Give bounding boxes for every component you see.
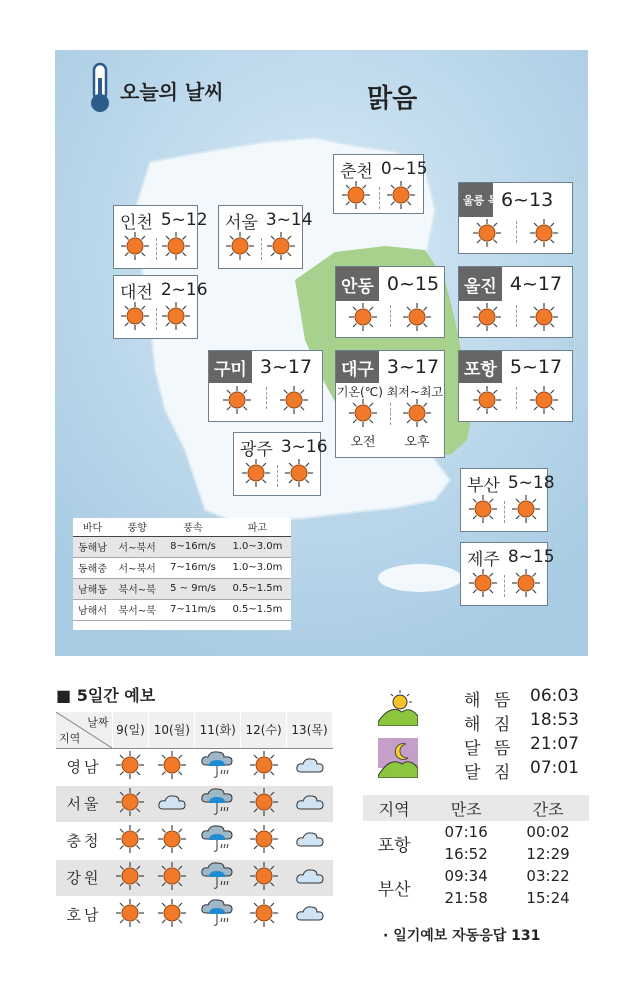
thermometer-icon <box>85 62 115 114</box>
sea-cell: 동해중 <box>73 557 112 578</box>
tide-header: 지역 <box>363 795 425 821</box>
city-name: 제주 <box>467 549 500 570</box>
sun-icon <box>112 859 149 896</box>
city-temp-range: 5~17 <box>509 356 563 378</box>
sun-icon-pm <box>279 385 309 419</box>
sea-cell: 0.5~1.5m <box>224 599 291 620</box>
sea-cell: 0.5~1.5m <box>224 578 291 599</box>
cloud-icon <box>287 748 333 785</box>
city-temp-range: 5~18 <box>507 473 555 493</box>
city-temp-range: 0~15 <box>380 159 428 179</box>
sun-icon <box>112 748 149 785</box>
sun-icon-am <box>241 458 271 492</box>
sea-cell: 동해남 <box>73 536 112 557</box>
corner-date-label: 날짜 <box>87 716 109 729</box>
tide-header: 만조 <box>425 795 507 821</box>
tide-low: 00:02 <box>526 823 570 841</box>
sunset-label: 해 짐 <box>464 715 515 735</box>
tide-place: 포항 <box>377 835 411 856</box>
sun-icon-pm <box>511 494 541 528</box>
sea-cell: 1.0~3.0m <box>224 536 291 557</box>
tide-low: 03:22 <box>526 867 570 885</box>
corner-region-label: 지역 <box>59 731 81 745</box>
weather-map-panel <box>55 50 588 656</box>
city-name: 대구 <box>336 351 379 383</box>
sunrise-row <box>378 686 590 710</box>
sun-pair <box>334 183 423 211</box>
sun-icon <box>149 859 195 896</box>
sun-icon-am <box>341 180 371 214</box>
rain-icon <box>195 748 241 785</box>
forecast-row <box>56 859 333 896</box>
phone-service: · 일기예보 자동응답 131 <box>383 928 541 944</box>
sun-icon-pm <box>511 568 541 602</box>
city-box-pohang <box>458 350 573 422</box>
sun-icon <box>149 748 195 785</box>
city-name: 포항 <box>459 351 502 383</box>
sea-header: 풍속 <box>162 518 224 536</box>
sun-icon <box>112 896 149 933</box>
tide-high: 21:58 <box>444 889 488 907</box>
city-box-uljin <box>458 266 573 338</box>
city-box-gumi <box>208 350 323 422</box>
moonrise-label: 달 뜸 <box>464 739 515 759</box>
sea-cell: 남해서 <box>73 599 112 620</box>
sun-icon <box>241 822 287 859</box>
sun-icon-pm <box>161 231 191 265</box>
forecast-day-header: 11(화) <box>195 712 241 748</box>
forecast-corner <box>56 712 112 748</box>
moonrise-row <box>378 734 590 758</box>
sea-cell: 북서~북 <box>112 578 162 599</box>
city-temp-range: 2~16 <box>160 280 208 300</box>
city-temp-range: 3~14 <box>265 210 313 230</box>
cloud-icon <box>287 859 333 896</box>
sea-conditions-table <box>73 518 291 630</box>
sun-icon-pm <box>529 385 559 419</box>
city-name: 서울 <box>225 212 258 233</box>
sea-cell: 1.0~3.0m <box>224 557 291 578</box>
sea-row <box>73 578 291 599</box>
sea-cell: 8~16m/s <box>162 536 224 557</box>
sun-icon-am <box>120 231 150 265</box>
city-box-incheon <box>113 205 208 269</box>
sea-cell: 7~16m/s <box>162 557 224 578</box>
forecast-day-header: 13(목) <box>287 712 333 748</box>
forecast-row <box>56 748 333 785</box>
sun-icon <box>149 822 195 859</box>
sun-icon-pm <box>529 218 559 252</box>
sea-cell: 5 ~ 9m/s <box>162 578 224 599</box>
city-box-daegu <box>335 350 445 458</box>
tide-table <box>363 795 589 909</box>
city-box-jeju <box>460 542 555 606</box>
legend-pm: 오후 <box>404 435 430 450</box>
weather-status: 맑음 <box>367 84 418 114</box>
city-box-ulleung <box>458 182 573 254</box>
sun-icon <box>241 785 287 822</box>
tide-high: 07:16 <box>444 823 488 841</box>
sun-icon-pm <box>266 231 296 265</box>
sun-icon-am <box>120 301 150 335</box>
rain-icon <box>195 859 241 896</box>
rain-icon <box>195 896 241 933</box>
cloud-icon <box>287 785 333 822</box>
sun-icon <box>149 896 195 933</box>
sun-moon-times <box>378 686 590 782</box>
sea-cell: 서~북서 <box>112 557 162 578</box>
rain-icon <box>195 785 241 822</box>
sun-icon <box>112 822 149 859</box>
city-temp-range: 8~15 <box>507 547 555 567</box>
sun-icon-pm <box>402 398 432 432</box>
cloud-icon <box>149 785 195 822</box>
city-name: 안동 <box>336 267 379 301</box>
sun-icon-pm <box>386 180 416 214</box>
forecast-region: 충청 <box>56 822 112 859</box>
sun-icon-am <box>222 385 252 419</box>
city-temp-range: 3~17 <box>259 356 313 378</box>
sun-icon <box>241 896 287 933</box>
city-temp-range: 5~12 <box>160 210 208 230</box>
tide-row <box>363 865 589 887</box>
city-temp-range: 3~17 <box>386 356 440 378</box>
city-box-daejeon <box>113 275 208 339</box>
city-name: 구미 <box>209 351 252 383</box>
city-temp-range: 4~17 <box>509 273 563 295</box>
sun-icon <box>112 785 149 822</box>
forecast-table <box>56 712 333 934</box>
forecast-row <box>56 822 333 859</box>
tide-high: 09:34 <box>444 867 488 885</box>
moonset-label: 달 짐 <box>464 763 515 783</box>
forecast-region: 강원 <box>56 859 112 896</box>
sea-row <box>73 557 291 578</box>
cloud-icon <box>287 822 333 859</box>
city-name: 광주 <box>240 439 273 460</box>
city-box-busan <box>460 468 555 532</box>
city-name: 울진 <box>459 267 502 301</box>
legend-temp-label: 기온(℃) 최저~최고 <box>336 385 444 399</box>
tide-place: 부산 <box>377 879 411 900</box>
city-box-chuncheon <box>333 154 428 214</box>
sun-icon-am <box>472 385 502 419</box>
sunset-row <box>378 710 590 734</box>
city-box-gwangju <box>233 432 328 496</box>
sun-icon-am <box>472 302 502 336</box>
city-box-andong <box>335 266 445 338</box>
tide-low: 12:29 <box>526 845 570 863</box>
sea-header: 파고 <box>224 518 291 536</box>
forecast-row <box>56 785 333 822</box>
sea-cell: 북서~북 <box>112 599 162 620</box>
sun-icon <box>241 859 287 896</box>
sun-icon-pm <box>284 458 314 492</box>
forecast-day-header: 10(월) <box>149 712 195 748</box>
sea-cell: 7~11m/s <box>162 599 224 620</box>
forecast-day-header: 12(수) <box>241 712 287 748</box>
tide-header: 간조 <box>507 795 589 821</box>
sun-icon-am <box>468 494 498 528</box>
city-name: 부산 <box>467 475 500 496</box>
sea-row <box>73 599 291 620</box>
city-temp-range: 0~15 <box>386 273 440 295</box>
sun-icon-am <box>348 302 378 336</box>
forecast-region: 호남 <box>56 896 112 933</box>
cloud-icon <box>287 896 333 933</box>
sunrise-time: 06:03 <box>530 686 579 706</box>
city-name: 울릉 독도 <box>459 183 493 217</box>
sun-icon-pm <box>402 302 432 336</box>
sunrise-label: 해 뜸 <box>464 691 515 711</box>
tide-row <box>363 821 589 843</box>
city-temp-range: 3~16 <box>280 437 328 457</box>
tide-high: 16:52 <box>444 845 488 863</box>
forecast-title: ■ 5일간 예보 <box>56 686 156 705</box>
sun-icon-am <box>468 568 498 602</box>
sea-cell: 남해동 <box>73 578 112 599</box>
sunset-time: 18:53 <box>530 710 579 730</box>
legend-am: 오전 <box>350 435 376 450</box>
sun-icon <box>241 748 287 785</box>
city-name: 대전 <box>120 282 153 303</box>
sun-icon-am <box>472 218 502 252</box>
forecast-region: 영남 <box>56 748 112 785</box>
sea-header: 바다 <box>73 518 112 536</box>
forecast-region: 서울 <box>56 785 112 822</box>
sea-cell: 서~북서 <box>112 536 162 557</box>
panel-title: 오늘의 날씨 <box>120 80 224 104</box>
moonrise-time: 21:07 <box>530 734 579 754</box>
sea-header: 풍향 <box>112 518 162 536</box>
forecast-row <box>56 896 333 933</box>
sun-icon-am <box>225 231 255 265</box>
sun-icon-pm <box>529 302 559 336</box>
moonset-row <box>378 758 590 782</box>
tide-low: 15:24 <box>526 889 570 907</box>
forecast-day-header: 9(일) <box>112 712 149 748</box>
city-box-seoul <box>218 205 313 269</box>
rain-icon <box>195 822 241 859</box>
sea-row <box>73 536 291 557</box>
sun-icon-pm <box>161 301 191 335</box>
city-temp-range: 6~13 <box>501 189 554 211</box>
sun-icon-am <box>348 398 378 432</box>
city-name: 춘천 <box>340 161 373 182</box>
city-name: 인천 <box>120 212 153 233</box>
moonset-time: 07:01 <box>530 758 579 778</box>
